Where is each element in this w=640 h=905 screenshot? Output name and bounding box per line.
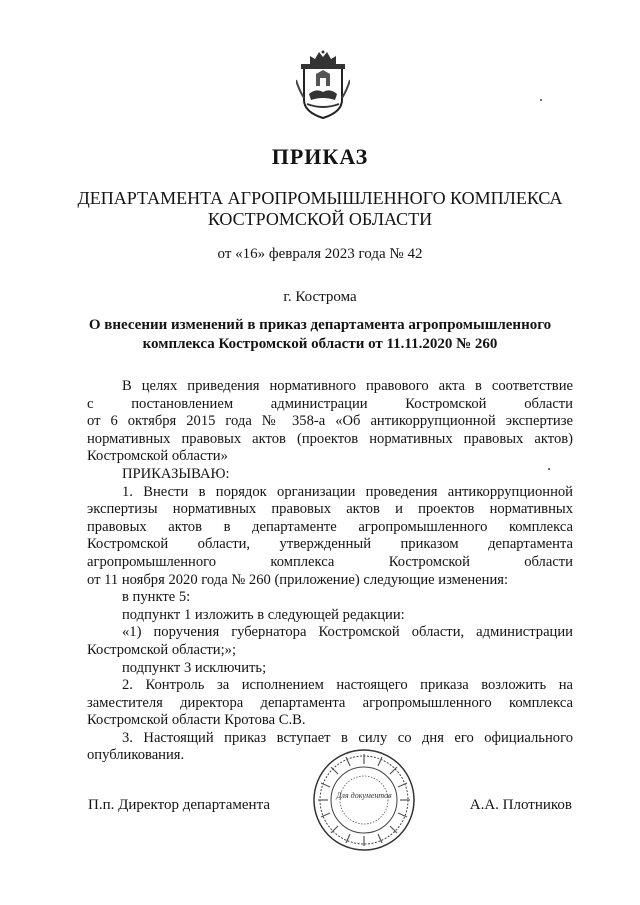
city: г. Кострома <box>283 289 357 305</box>
order-body <box>87 378 573 765</box>
stamp-center-text: Для документов <box>336 791 392 800</box>
body-line: Костромской области» <box>87 448 228 465</box>
document-title: ПРИКАЗ <box>271 144 369 169</box>
body-line: агропромышленного комплекса Костромской области <box>87 553 573 570</box>
body-line: опубликования. <box>87 747 185 764</box>
body-line: нормативных правовых актов (проектов нормативных правовых актов) <box>87 430 573 447</box>
body-line: Костромской области Кротова С.В. <box>87 712 306 729</box>
body-line: 1. Внести в порядок организации проведения антикоррупционной <box>122 483 573 500</box>
department-line: ДЕПАРТАМЕНТА АГРОПРОМЫШЛЕННОГО КОМПЛЕКСА <box>77 188 563 208</box>
order-subject <box>70 316 570 354</box>
scan-speck <box>540 99 542 101</box>
body-line: Костромской области;»; <box>87 641 237 658</box>
body-line: «1) поручения губернатора Костромской области, администрации <box>122 624 573 641</box>
body-line: с постановлением администрации Костромской области <box>87 395 573 412</box>
signature-name: А.А. Плотников <box>469 797 572 813</box>
department-name <box>0 188 640 230</box>
body-line: в пункте 5: <box>122 589 191 606</box>
coat-of-arms-emblem <box>296 50 350 120</box>
order-date-number: от «16» февраля 2023 года № 42 <box>217 246 423 262</box>
scan-speck <box>548 468 550 470</box>
body-line: подпункт 1 изложить в следующей редакции: <box>122 606 405 623</box>
subject-line: О внесении изменений в приказ департамента агропромышленного <box>88 317 552 333</box>
signature-position: П.п. Директор департамента <box>88 797 270 813</box>
body-line: от 6 октября 2015 года № 358-а «Об антикоррупционной экспертизе <box>87 413 573 430</box>
body-line: правовых актов в департаменте агропромышленного комплекса <box>87 518 573 535</box>
body-line: В целях приведения нормативного правового акта в соответствие <box>122 378 573 394</box>
body-line: Костромской области, утвержденный приказом департамента <box>87 536 573 553</box>
body-line: 3. Настоящий приказ вступает в силу со дня его официального <box>122 729 573 746</box>
body-line: подпункт 3 исключить; <box>122 659 267 676</box>
body-line: от 11 ноября 2020 года № 260 (приложение) следующие изменения: <box>87 571 509 588</box>
official-stamp <box>312 748 416 852</box>
body-line: заместителя директора департамента агропромышленного комплекса <box>87 694 573 711</box>
body-line: 2. Контроль за исполнением настоящего приказа возложить на <box>122 677 573 694</box>
subject-line: комплекса Костромской области от 11.11.2020 № 260 <box>142 336 498 352</box>
department-line: КОСТРОМСКОЙ ОБЛАСТИ <box>207 209 433 229</box>
body-line: экспертизы нормативных правовых актов и проектов нормативных <box>87 501 573 518</box>
order-word: ПРИКАЗЫВАЮ: <box>122 465 230 482</box>
